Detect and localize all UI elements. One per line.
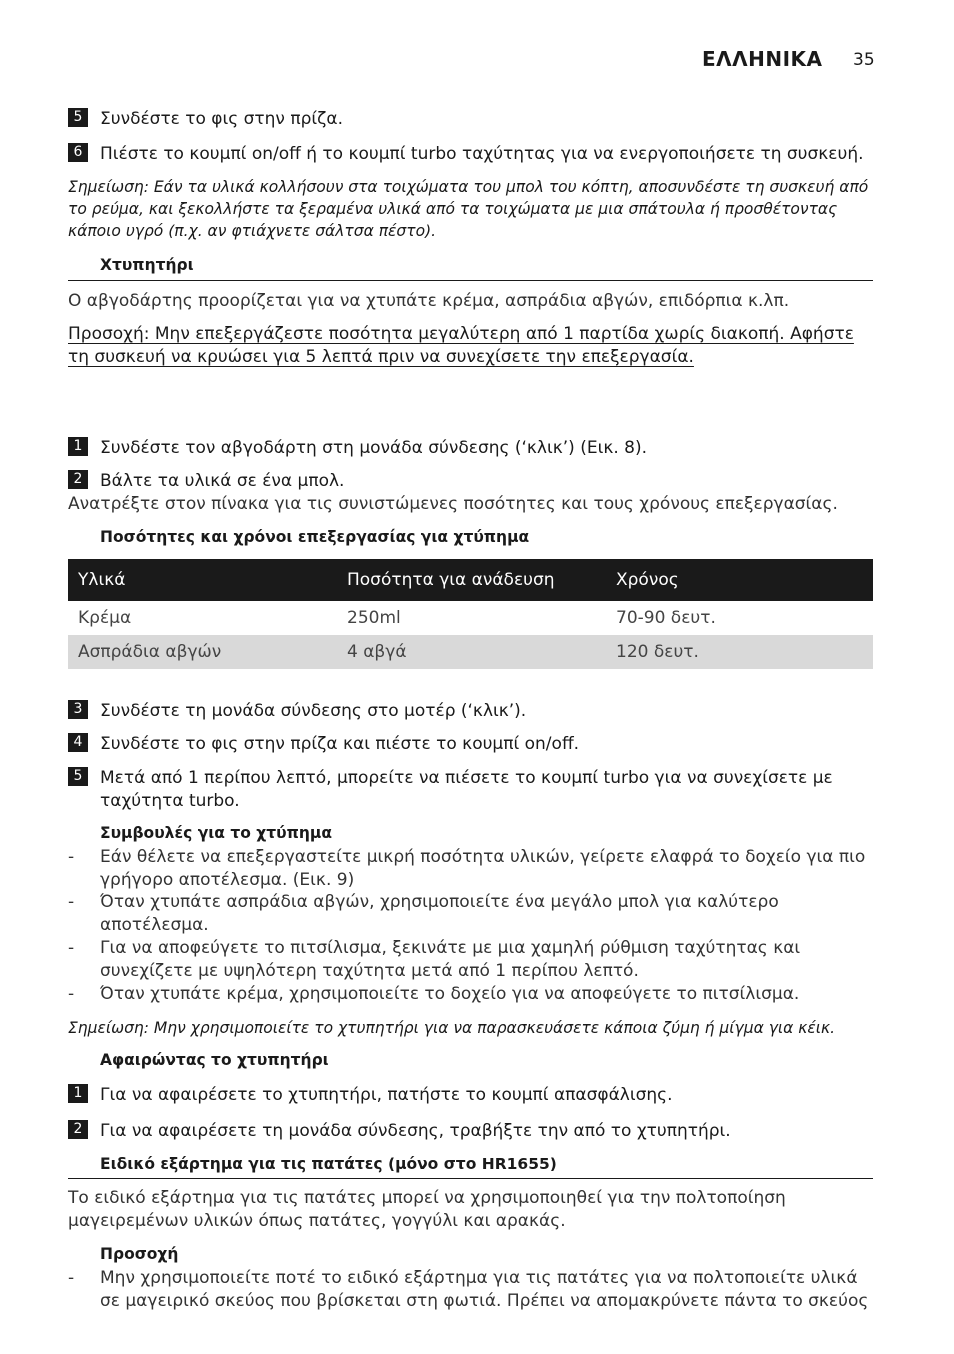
step-1b	[68, 1084, 878, 1107]
table-header: Ποσότητα για ανάδευση	[337, 559, 606, 601]
divider	[68, 280, 873, 281]
list-item	[68, 846, 878, 892]
step-number: 5	[68, 108, 88, 127]
step-number: 5	[68, 767, 88, 786]
step-text: Πιέστε το κουμπί on/off ή το κουμπί turbo ταχύτητας για να ενεργοποιήσετε τη συσκευή.	[100, 144, 864, 164]
step-number: 6	[68, 143, 88, 162]
list-item	[68, 983, 878, 1006]
note-label: Σημείωση:	[68, 1019, 149, 1037]
table-cell: 70-90 δευτ.	[616, 608, 716, 628]
caution-text: Προσοχή: Μην επεξεργάζεστε ποσότητα μεγαλύτερη από 1 παρτίδα χωρίς διακοπή. Αφήστε τη συσκευή να κρυώσει για 5 λεπτά πριν να συνεχίσετε την επεξεργασία.	[68, 324, 854, 367]
list-item-text: Μην χρησιμοποιείτε ποτέ το ειδικό εξάρτημα για τις πατάτες για να πολτοποιείτε υλικά σε μαγειρικό σκεύος που βρίσκεται στη φωτιά. Πρέπει να απομακρύνετε πάντα το σκεύος	[100, 1268, 869, 1311]
bullet-dash: -	[68, 938, 75, 958]
table-cell: 250ml	[347, 608, 401, 628]
divider	[68, 1178, 873, 1179]
step-2b	[68, 1120, 878, 1143]
page-number: 35	[853, 50, 875, 70]
step-number: 4	[68, 733, 88, 752]
table-header: Υλικά	[68, 559, 337, 601]
tips-heading: Συμβουλές για το χτύπημα	[100, 824, 332, 842]
step-number: 1	[68, 437, 88, 456]
potato-caution-heading: Προσοχή	[100, 1245, 179, 1263]
step-text: Συνδέστε τη μονάδα σύνδεσης στο μοτέρ (‘κλικ’).	[100, 701, 527, 721]
table-cell: Ασπράδια αβγών	[68, 635, 337, 669]
table-cell: 120 δευτ.	[606, 635, 873, 669]
list-item	[68, 891, 878, 937]
step-text: Για να αφαιρέσετε τη μονάδα σύνδεσης, τραβήξτε την από το χτυπητήρι.	[100, 1121, 731, 1141]
step-6	[68, 143, 878, 166]
section-language: ΕΛΛΗΝΙΚΑ	[702, 47, 823, 71]
step-2	[68, 470, 878, 493]
table-title: Ποσότητες και χρόνοι επεξεργασίας για χτύπημα	[100, 528, 530, 546]
bullet-dash: -	[68, 984, 75, 1004]
whisk-intro: Ο αβγοδάρτης προορίζεται για να χτυπάτε κρέμα, ασπράδια αβγών, επιδόρπια κ.λπ.	[68, 291, 790, 311]
step-text: Συνδέστε τον αβγοδάρτη στη μονάδα σύνδεσης (‘κλικ’) (Εικ. 8).	[100, 438, 648, 458]
table-cell: 4 αβγά	[337, 635, 606, 669]
step-number: 2	[68, 470, 88, 489]
table-row	[68, 635, 873, 669]
bullet-dash: -	[68, 1268, 75, 1288]
note-block	[68, 1017, 878, 1039]
potato-intro: Το ειδικό εξάρτημα για τις πατάτες μπορεί να χρησιμοποιηθεί για την πολτοποίηση μαγειρεμένων υλικών όπως πατάτες, γογγύλι και αρακάς.	[68, 1188, 786, 1231]
note-text: Εάν τα υλικά κολλήσουν στα τοιχώματα του μπολ του κόπτη, αποσυνδέστε τη συσκευή από το ρεύμα, και ξεκολλήστε τα ξεραμένα υλικά από τα τοιχώματα με μια σπάτουλα ή προσθέτοντας κάποιο υγρό (π.χ. αν φτιάχνετε σάλτσα πέστο).	[68, 178, 869, 240]
step-4	[68, 733, 878, 756]
step-text: Για να αφαιρέσετε το χτυπητήρι, πατήστε το κουμπί απασφάλισης.	[100, 1085, 673, 1105]
step-3	[68, 700, 878, 723]
step-text: Μετά από 1 περίπου λεπτό, μπορείτε να πιέσετε το κουμπί turbo για να συνεχίσετε με ταχύτητα turbo.	[100, 768, 833, 811]
step-number: 2	[68, 1120, 88, 1139]
section-heading-whisk: Χτυπητήρι	[100, 256, 194, 274]
refer-text: Ανατρέξτε στον πίνακα για τις συνιστώμενες ποσότητες και τους χρόνους επεξεργασίας.	[68, 494, 838, 514]
list-item-text: Εάν θέλετε να επεξεργαστείτε μικρή ποσότητα υλικών, γείρετε ελαφρά το δοχείο για πιο γρήγορο αποτέλεσμα. (Εικ. 9)	[100, 847, 866, 890]
bullet-dash: -	[68, 892, 75, 912]
step-5b	[68, 767, 878, 813]
table-header-row	[68, 559, 873, 601]
note-block	[68, 176, 878, 242]
list-item-text: Όταν χτυπάτε κρέμα, χρησιμοποιείτε το δοχείο για να αποφεύγετε το πιτσίλισμα.	[100, 984, 800, 1004]
list-item	[68, 937, 878, 983]
note-label: Σημείωση:	[68, 178, 149, 196]
table-row	[68, 601, 873, 635]
list-item-text: Όταν χτυπάτε ασπράδια αβγών, χρησιμοποιείτε ένα μεγάλο μπολ για καλύτερο αποτέλεσμα.	[100, 892, 779, 935]
step-number: 1	[68, 1084, 88, 1103]
step-1	[68, 437, 878, 460]
list-item-text: Για να αποφεύγετε το πιτσίλισμα, ξεκινάτε με μια χαμηλή ρύθμιση ταχύτητας και συνεχίζετε με υψηλότερη ταχύτητα μετά από 1 περίπου λεπτό.	[100, 938, 801, 981]
note-text: Μην χρησιμοποιείτε το χτυπητήρι για να παρασκευάσετε κάποια ζύμη ή μίγμα για κέικ.	[153, 1019, 836, 1037]
table-header: Χρόνος	[606, 559, 873, 601]
table-cell: Κρέμα	[78, 608, 132, 628]
potato-heading: Ειδικό εξάρτημα για τις πατάτες (μόνο στο HR1655)	[100, 1155, 557, 1173]
bullet-dash: -	[68, 847, 75, 867]
quantities-table	[68, 559, 873, 669]
step-text: Συνδέστε το φις στην πρίζα.	[100, 109, 343, 129]
step-text: Συνδέστε το φις στην πρίζα και πιέστε το κουμπί on/off.	[100, 734, 580, 754]
list-item	[68, 1267, 878, 1313]
step-5	[68, 108, 878, 131]
step-number: 3	[68, 700, 88, 719]
step-text: Βάλτε τα υλικά σε ένα μπολ.	[100, 471, 345, 491]
remove-heading: Αφαιρώντας το χτυπητήρι	[100, 1051, 329, 1069]
